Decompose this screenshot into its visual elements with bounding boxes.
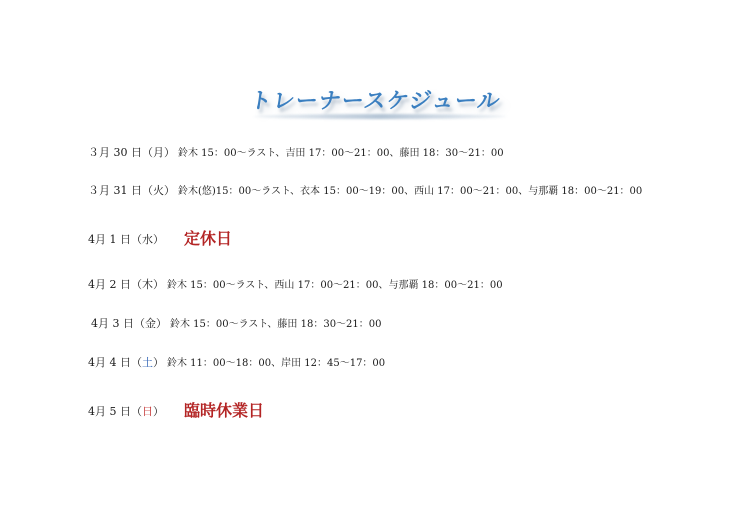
- saturday-label: 土: [142, 356, 153, 369]
- schedule-date: ３月 31 日（火）: [88, 184, 175, 197]
- schedule-row: [88, 355, 385, 372]
- sunday-label: 日: [142, 405, 153, 418]
- schedule-date: 4月 1 日（水）: [88, 233, 164, 246]
- date-suffix: ）: [153, 405, 164, 418]
- schedule-date: [88, 356, 164, 369]
- schedule-shifts: 鈴木 15：00～ラスト、西山 17：00～21：00、与那覇 18：00～21：00: [167, 280, 503, 291]
- schedule-date: [88, 405, 164, 418]
- schedule-shifts: 鈴木 15：00～ラスト、吉田 17：00～21：00、藤田 18：30～21：00: [178, 148, 504, 159]
- schedule-date: ３月 30 日（月）: [88, 146, 175, 159]
- date-suffix: ）: [153, 356, 164, 369]
- schedule-date: 4月 2 日（木）: [88, 278, 164, 291]
- page-title-text: トレーナースケジュール: [247, 89, 502, 114]
- schedule-row: [91, 316, 382, 333]
- schedule-row: [88, 145, 504, 162]
- closed-notice: 臨時休業日: [184, 401, 265, 420]
- page-title: [248, 84, 503, 115]
- schedule-row: [88, 230, 232, 248]
- date-prefix: 4月 5 日（: [88, 405, 142, 418]
- schedule-row: [88, 277, 503, 294]
- schedule-row: [88, 402, 264, 420]
- schedule-row: [88, 183, 642, 200]
- title-underline-decoration: [253, 114, 506, 119]
- closed-notice: 定休日: [184, 229, 233, 248]
- schedule-shifts: 鈴木 11：00～18：00、岸田 12：45～17：00: [167, 358, 386, 369]
- schedule-shifts: 鈴木(悠)15：00～ラスト、衣本 15：00～19：00、西山 17：00～21：00、与那覇 18：00～21：00: [178, 186, 643, 197]
- schedule-shifts: 鈴木 15：00～ラスト、藤田 18：30～21：00: [170, 319, 382, 330]
- title-area: [0, 84, 750, 115]
- date-prefix: 4月 4 日（: [88, 356, 142, 369]
- schedule-date: 4月 3 日（金）: [91, 317, 167, 330]
